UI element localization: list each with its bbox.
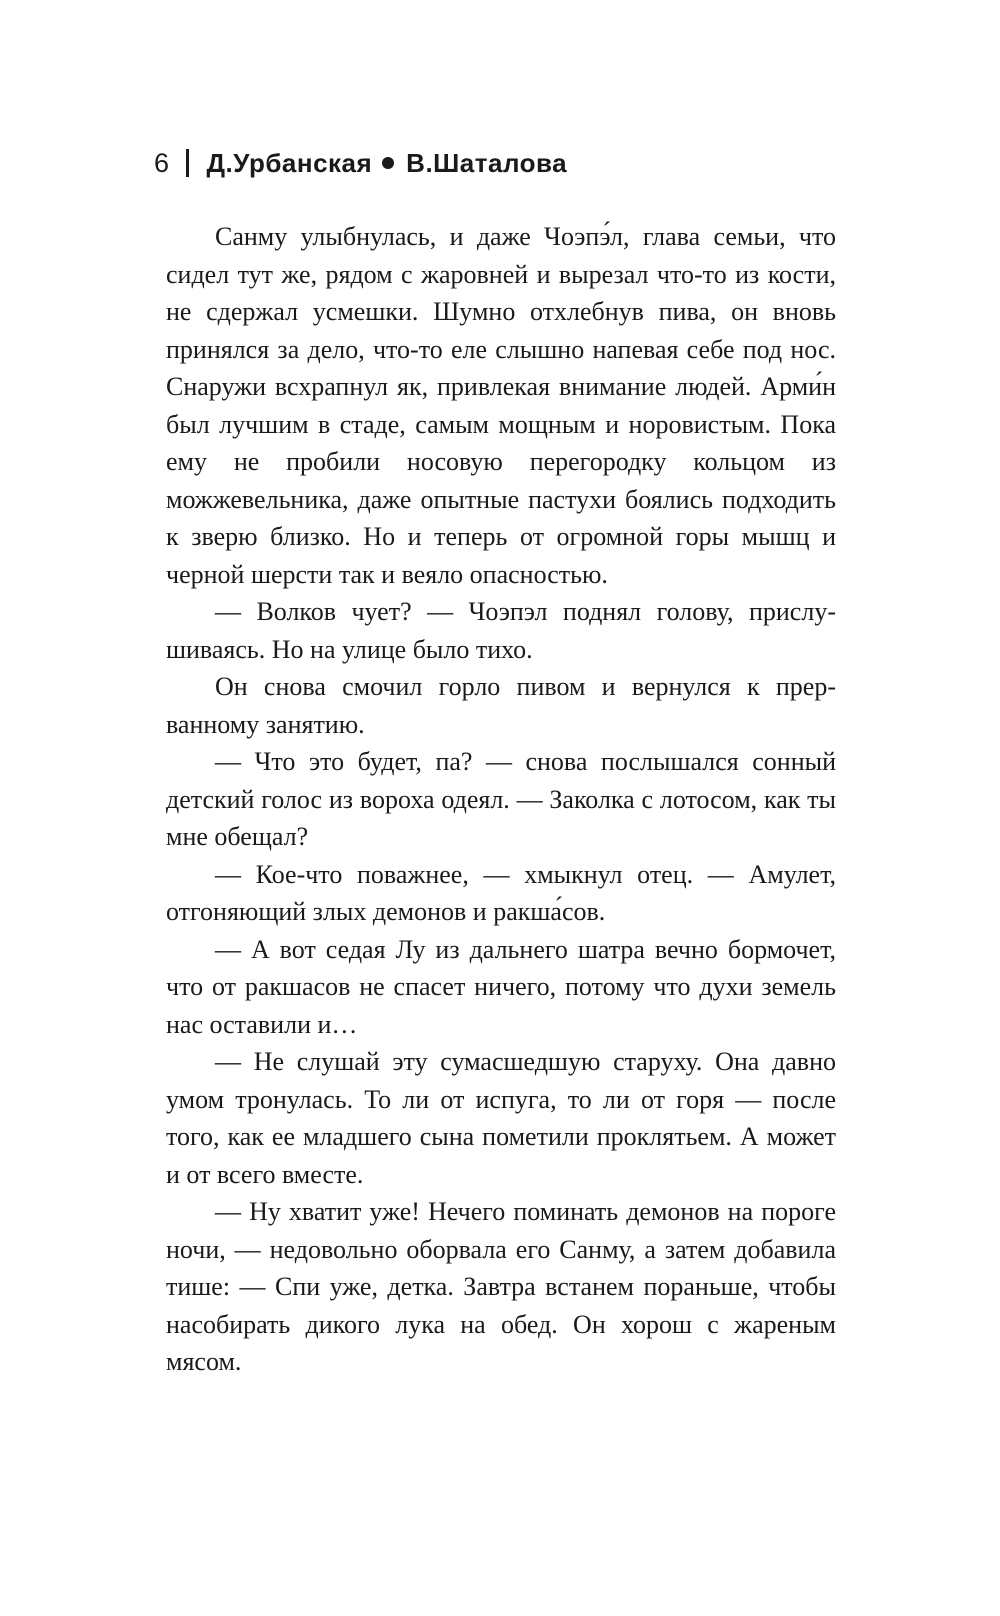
author-name-1: Д.Урбанская — [206, 147, 373, 178]
paragraph: Санму улыбнулась, и даже Чоэпэ́л, глава семьи, что сидел тут же, рядом с жаровней и вырезал что-то из кости, не сдержал усмешки. Шумно отхлебнув пива, он вновь принялся за дело, что-то еле слышно напевая себе под нос. Снаружи всхрапнул як, привлекая внимание людей. Арми́н был лучшим в стаде, самым мощным и норовистым. Пока ему не пробили носовую перегородку кольцом из можжевельника, даже опытные пастухи боялись подходить к зверю близко. Но и теперь от огромной горы мышц и черной шерсти так и веяло опасностью. — [166, 222, 836, 589]
paragraph: — Волков чует? — Чоэпэл поднял голову, прислушиваясь. Но на улице было тихо. — [166, 597, 836, 664]
running-head — [154, 146, 567, 180]
paragraph: Он снова смочил горло пивом и вернулся к прерванному занятию. — [166, 672, 836, 739]
paragraph: — Что это будет, па? — снова послышался сонный детский голос из вороха одеял. — Заколка с лотосом, как ты мне обещал? — [166, 747, 836, 851]
paragraph: — А вот седая Лу из дальнего шатра вечно бормочет, что от ракшасов не спасет ничего, потому что духи земель нас оставили и… — [166, 934, 836, 1039]
paragraph: — Ну хватит уже! Нечего поминать демонов на пороге ночи, — недовольно оборвала его Санму, а затем добавила тише: — Спи уже, детка. Завтра встанем пораньше, чтобы насобирать дикого лука на обед. Он хорош с жареным мясом. — [166, 1197, 836, 1376]
page-number: 6 — [154, 147, 170, 178]
header-divider — [186, 149, 189, 177]
paragraph: — Кое-что поважнее, — хмыкнул отец. — Амулет, отгоняющий злых демонов и ракша́сов. — [166, 859, 836, 926]
author-name-2: В.Шаталова — [406, 147, 568, 178]
bullet-separator — [382, 157, 394, 169]
paragraph: — Не слушай эту сумасшедшую старуху. Она давно умом тронулась. То ли от испуга, то ли от горя — после того, как ее младшего сына пометили проклятьем. А может и от всего вместе. — [166, 1047, 836, 1189]
body-text — [166, 218, 836, 1381]
